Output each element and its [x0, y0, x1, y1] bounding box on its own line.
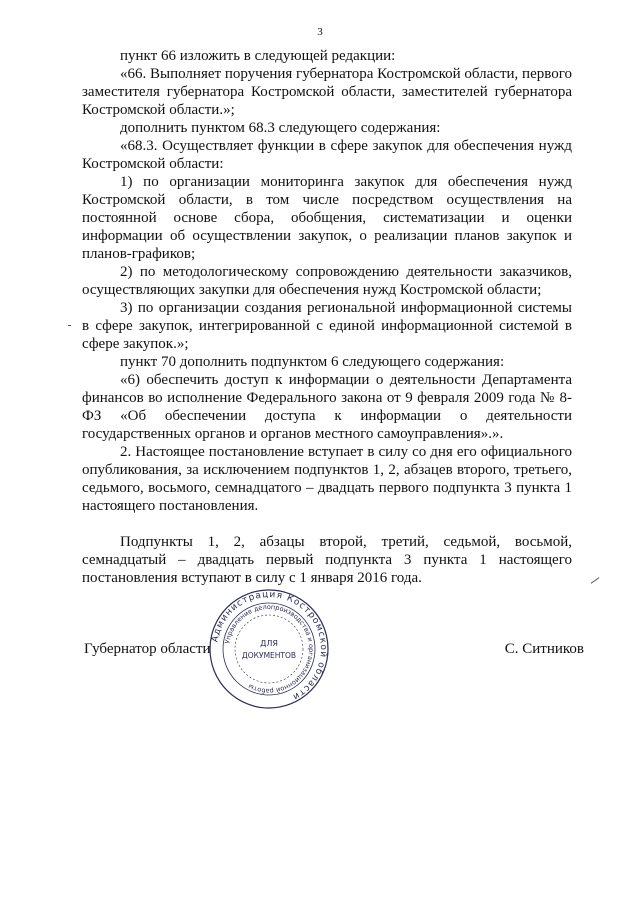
paragraph-6: 2) по методологическому сопровождению деятельности заказчиков, осуществляющих закупки для обеспечения нужд Костромской области;	[82, 264, 572, 298]
document-body	[82, 47, 572, 587]
stamp-outer-text: Администрация Костромской области	[210, 589, 329, 703]
paragraph-8: пункт 70 дополнить подпунктом 6 следующего содержания:	[120, 354, 505, 370]
stamp-center-line2: ДОКУМЕНТОВ	[241, 651, 297, 660]
signatory-name: С. Ситников	[504, 641, 584, 657]
svg-text:Управление делопроизводства и	[223, 603, 315, 695]
paragraph-4: «68.3. Осуществляет функции в сфере закупок для обеспечения нужд Костромской области:	[82, 138, 572, 172]
stamp-inner-text: Управление делопроизводства и организационной работы	[223, 602, 316, 696]
paragraph-9: «6) обеспечить доступ к информации о деятельности Департамента финансов во исполнение Федерального закона от 9 февраля 2009 года № 8-ФЗ «Об обеспечении доступа к информации о деятельности государственных органов и органов местного самоуправления».».	[82, 372, 572, 442]
stamp-center-line1: ДЛЯ	[260, 639, 278, 648]
paragraph-1: пункт 66 изложить в следующей редакции:	[120, 48, 396, 64]
scan-mark	[68, 325, 71, 326]
paragraph-7: 3) по организации создания региональной информационной системы в сфере закупок, интегрированной с единой информационной системой в сфере закупок.»;	[82, 300, 572, 352]
official-stamp	[208, 588, 330, 710]
signatory-position: Губернатор области	[84, 641, 211, 657]
signature-block	[84, 640, 584, 660]
paragraph-5: 1) по организации мониторинга закупок для обеспечения нужд Костромской области, в том числе посредством осуществления на постоянной основе сбора, обобщения, систематизации и оценки информации об осуществлении закупок, о реализации планов закупок и планов-графиков;	[82, 174, 572, 262]
scan-mark	[591, 577, 600, 584]
paragraph-11: Подпункты 1, 2, абзацы второй, третий, седьмой, восьмой, семнадцатый – двадцать первый подпункта 3 пункта 1 настоящего постановления вступают в силу с 1 января 2016 года.	[82, 534, 572, 586]
page-number: 3	[317, 26, 323, 38]
paragraph-3: дополнить пунктом 68.3 следующего содержания:	[120, 120, 441, 136]
paragraph-10: 2. Настоящее постановление вступает в силу со дня его официального опубликования, за исключением подпунктов 1, 2, абзацев второго, третьего, седьмого, восьмого, семнадцатого – двадцать первого подпункта 3 пункта 1 настоящего постановления.	[82, 444, 572, 514]
paragraph-2: «66. Выполняет поручения губернатора Костромской области, первого заместителя губернатора Костромской области, заместителей губернатора Костромской области.»;	[82, 66, 572, 118]
stamp-seal-icon	[208, 588, 330, 710]
